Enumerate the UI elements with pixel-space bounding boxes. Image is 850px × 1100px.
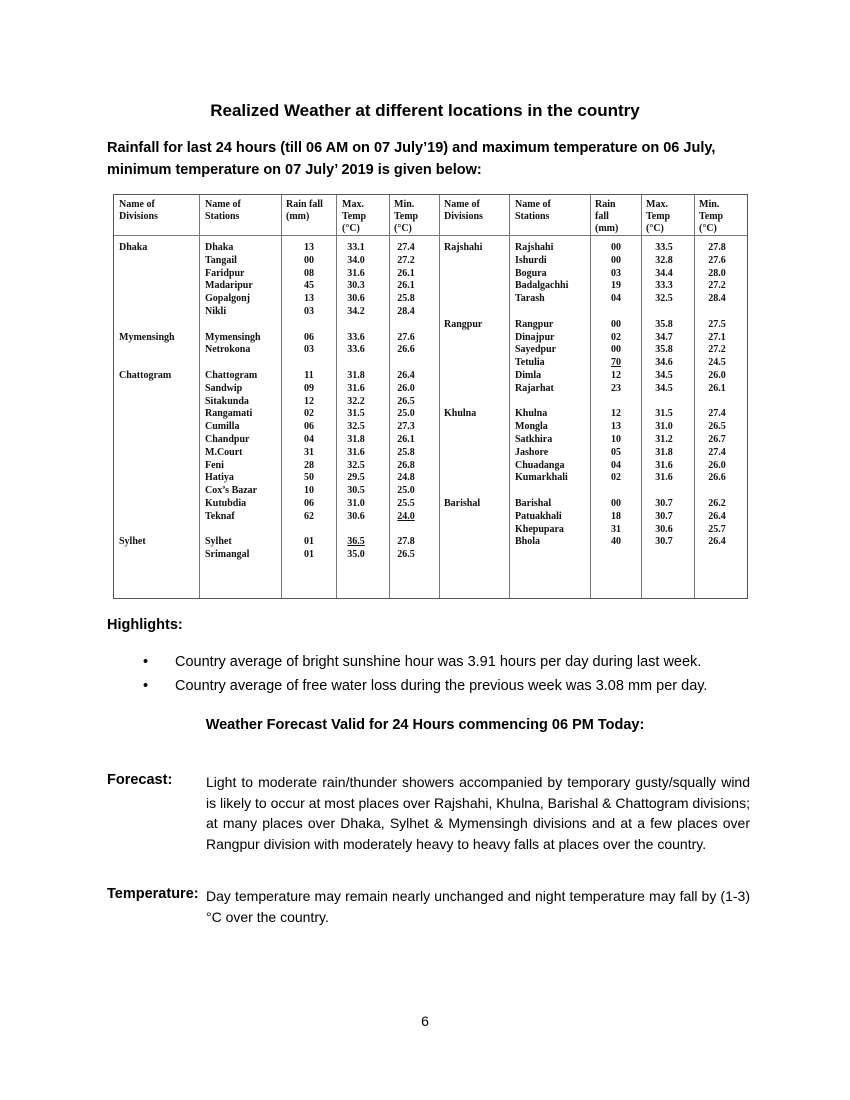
- table-cell-min: 26.1: [397, 434, 415, 445]
- table-cell-rain: 45: [304, 280, 314, 292]
- table-cell-rain: 03: [304, 344, 314, 356]
- table-cell-station: Srimangal: [205, 549, 250, 561]
- table-cell-max: 30.5: [347, 485, 365, 497]
- column-divider: [199, 195, 200, 598]
- table-cell-rain: 28: [304, 459, 314, 471]
- temperature-text: Day temperature may remain nearly unchanged and night temperature may fall by (1-3)°C over the country.: [206, 888, 750, 925]
- table-cell-min: 26.1: [397, 267, 415, 279]
- table-cell-max: 31.2: [655, 434, 673, 445]
- table-cell-station: Cumilla: [205, 421, 240, 433]
- table-cell-min: 26.6: [708, 472, 726, 484]
- table-cell-min: 27.2: [397, 254, 415, 266]
- table-cell-station: Nikli: [205, 306, 227, 317]
- highlights-heading: Highlights:: [107, 617, 183, 633]
- table-cell-station: Chuadanga: [515, 459, 565, 471]
- highlight-text: Country average of bright sunshine hour was 3.91 hours per day during last week.: [175, 654, 702, 670]
- table-cell-min: 27.6: [708, 254, 726, 266]
- table-cell-max: 31.6: [347, 267, 365, 279]
- table-cell-rain: 70: [611, 357, 621, 369]
- table-cell-rain: 00: [304, 254, 314, 266]
- table-cell-rain: 01: [304, 536, 314, 548]
- table-cell-station: Chattogram: [205, 370, 258, 381]
- table-cell-rain: 23: [611, 382, 621, 394]
- column-divider: [281, 195, 282, 598]
- table-cell-station: Mymensingh: [205, 331, 261, 343]
- table-cell-max: 34.5: [655, 370, 673, 381]
- table-cell-max: 30.6: [655, 523, 673, 535]
- table-cell-station: Tetulia: [515, 357, 545, 369]
- table-cell-division: Dhaka: [119, 242, 148, 253]
- table-cell-max: 29.5: [347, 472, 365, 484]
- table-cell-rain: 10: [611, 434, 621, 445]
- table-cell-station: Dimla: [515, 370, 542, 381]
- bullet-icon: •: [143, 678, 149, 694]
- table-cell-division: Rajshahi: [444, 242, 483, 253]
- forecast-text: Light to moderate rain/thunder showers accompanied by temporary gusty/squally wind is likely to occur at most places over Rajshahi, Khulna, Barishal & Chattogram divisions; at many places over Dhaka, Sylhet & Mymensingh divisions and at a few places over Rangpur division with moderately heavy to heavy falls at places over the country.: [206, 774, 750, 852]
- table-cell-station: Kutubdia: [205, 498, 247, 509]
- table-cell-station: Feni: [205, 459, 224, 471]
- table-cell-max: 34.5: [655, 382, 673, 394]
- header-max-temp-left: Max. Temp (°C): [342, 199, 367, 234]
- table-cell-station: Sayedpur: [515, 344, 557, 356]
- table-cell-rain: 19: [611, 280, 621, 292]
- table-cell-rain: 10: [304, 485, 314, 497]
- table-cell-rain: 62: [304, 510, 314, 522]
- table-cell-station: Chandpur: [205, 434, 250, 445]
- table-cell-station: Badalgachhi: [515, 280, 569, 292]
- table-cell-min: 26.8: [397, 459, 415, 471]
- header-stations-left: Name of Stations: [205, 199, 241, 222]
- table-cell-rain: 04: [611, 459, 621, 471]
- table-cell-min: 26.0: [397, 382, 415, 394]
- table-cell-min: 27.5: [708, 318, 726, 330]
- table-cell-min: 24.8: [397, 472, 415, 484]
- header-divider: [114, 235, 747, 236]
- bullet-icon: •: [143, 654, 149, 670]
- table-cell-rain: 18: [611, 510, 621, 522]
- forecast-label: Forecast:: [107, 772, 173, 788]
- table-cell-rain: 50: [304, 472, 314, 484]
- table-cell-max: 35.8: [655, 318, 673, 330]
- table-cell-max: 30.3: [347, 280, 365, 292]
- table-cell-min: 27.8: [708, 242, 726, 253]
- table-cell-station: Faridpur: [205, 267, 245, 279]
- temperature-label: Temperature:: [107, 886, 199, 902]
- table-cell-division: Rangpur: [444, 318, 483, 330]
- table-cell-rain: 11: [304, 370, 314, 381]
- table-cell-max: 30.6: [347, 293, 365, 305]
- list-item: [143, 650, 707, 674]
- table-cell-station: Bogura: [515, 267, 547, 279]
- header-rainfall-right: Rain fall (mm): [595, 199, 619, 234]
- table-cell-min: 25.7: [708, 523, 726, 535]
- table-cell-max: 34.2: [347, 306, 365, 317]
- table-cell-min: 25.0: [397, 408, 415, 420]
- column-divider: [641, 195, 642, 598]
- table-cell-min: 28.4: [708, 293, 726, 305]
- table-cell-max: 31.6: [655, 459, 673, 471]
- table-cell-min: 25.0: [397, 485, 415, 497]
- table-cell-rain: 12: [611, 408, 621, 420]
- table-cell-station: Madaripur: [205, 280, 253, 292]
- table-cell-max: 31.6: [347, 382, 365, 394]
- table-cell-max: 31.0: [347, 498, 365, 509]
- table-cell-min: 26.5: [397, 549, 415, 561]
- table-cell-max: 31.0: [655, 421, 673, 433]
- table-cell-station: Dhaka: [205, 242, 234, 253]
- table-cell-station: Cox’s Bazar: [205, 485, 258, 497]
- table-cell-station: Khulna: [515, 408, 548, 420]
- table-cell-rain: 06: [304, 498, 314, 509]
- page-title: Realized Weather at different locations in the country: [210, 101, 640, 120]
- table-cell-rain: 13: [611, 421, 621, 433]
- table-cell-min: 27.8: [397, 536, 415, 548]
- table-cell-rain: 09: [304, 382, 314, 394]
- table-cell-station: Sylhet: [205, 536, 232, 548]
- table-cell-min: 25.5: [397, 498, 415, 509]
- header-stations-right: Name of Stations: [515, 199, 551, 222]
- table-cell-rain: 13: [304, 293, 314, 305]
- table-cell-min: 26.0: [708, 370, 726, 381]
- table-cell-min: 26.1: [708, 382, 726, 394]
- table-cell-max: 33.5: [655, 242, 673, 253]
- table-cell-rain: 40: [611, 536, 621, 548]
- table-cell-max: 32.2: [347, 395, 365, 407]
- table-cell-min: 25.8: [397, 293, 415, 305]
- table-cell-rain: 02: [304, 408, 314, 420]
- table-cell-station: Tarash: [515, 293, 545, 305]
- header-min-temp-left: Min. Temp (°C): [394, 199, 419, 234]
- table-cell-max: 32.5: [347, 459, 365, 471]
- table-caption: Rainfall for last 24 hours (till 06 AM on 07 July’19) and maximum temperature on 06 July, minimum temperature on 07 July’ 2019 is given below:: [107, 140, 716, 178]
- table-cell-station: Dinajpur: [515, 331, 555, 343]
- table-cell-station: Mongla: [515, 421, 548, 433]
- table-cell-station: Barishal: [515, 498, 552, 509]
- table-cell-max: 30.6: [347, 510, 365, 522]
- table-cell-rain: 01: [304, 549, 314, 561]
- page-number: 6: [421, 1013, 429, 1029]
- column-divider: [590, 195, 591, 598]
- header-divisions-left: Name of Divisions: [119, 199, 158, 222]
- table-cell-min: 26.2: [708, 498, 726, 509]
- table-cell-min: 26.4: [397, 370, 415, 381]
- table-cell-rain: 03: [304, 306, 314, 317]
- table-cell-station: Netrokona: [205, 344, 251, 356]
- table-cell-max: 31.8: [347, 434, 365, 445]
- table-cell-max: 33.6: [347, 344, 365, 356]
- table-cell-rain: 31: [611, 523, 621, 535]
- table-cell-max: 34.4: [655, 267, 673, 279]
- table-cell-max: 34.6: [655, 357, 673, 369]
- table-cell-min: 28.4: [397, 306, 415, 317]
- table-cell-station: Teknaf: [205, 510, 235, 522]
- column-divider: [439, 195, 440, 598]
- table-cell-division: Barishal: [444, 498, 481, 509]
- table-cell-max: 34.7: [655, 331, 673, 343]
- table-cell-max: 34.0: [347, 254, 365, 266]
- table-cell-max: 32.5: [347, 421, 365, 433]
- header-divisions-right: Name of Divisions: [444, 199, 483, 222]
- table-cell-rain: 04: [611, 293, 621, 305]
- list-item: [143, 674, 707, 698]
- table-cell-rain: 02: [611, 331, 621, 343]
- highlights-list: [143, 650, 707, 698]
- table-cell-min: 26.0: [708, 459, 726, 471]
- table-cell-max: 33.6: [347, 331, 365, 343]
- table-cell-station: Rajarhat: [515, 382, 554, 394]
- table-cell-max: 31.5: [655, 408, 673, 420]
- table-cell-max: 31.6: [655, 472, 673, 484]
- table-cell-min: 27.4: [708, 446, 726, 458]
- table-cell-station: Kumarkhali: [515, 472, 568, 484]
- table-cell-min: 26.6: [397, 344, 415, 356]
- table-cell-min: 27.6: [397, 331, 415, 343]
- header-rainfall-left: Rain fall (mm): [286, 199, 323, 222]
- table-cell-min: 28.0: [708, 267, 726, 279]
- forecast-heading: Weather Forecast Valid for 24 Hours commencing 06 PM Today:: [205, 717, 645, 733]
- table-cell-station: Satkhira: [515, 434, 553, 445]
- table-cell-max: 31.8: [347, 370, 365, 381]
- table-cell-max: 31.5: [347, 408, 365, 420]
- table-cell-max: 33.1: [347, 242, 365, 253]
- header-max-temp-right: Max. Temp (°C): [646, 199, 671, 234]
- table-cell-rain: 06: [304, 421, 314, 433]
- table-cell-station: Ishurdi: [515, 254, 547, 266]
- table-cell-min: 26.5: [397, 395, 415, 407]
- table-cell-station: Sitakunda: [205, 395, 249, 407]
- table-cell-rain: 00: [611, 242, 621, 253]
- table-cell-min: 27.4: [397, 242, 415, 253]
- table-cell-min: 26.4: [708, 510, 726, 522]
- table-cell-min: 24.5: [708, 357, 726, 369]
- table-cell-rain: 00: [611, 254, 621, 266]
- table-cell-min: 27.4: [708, 408, 726, 420]
- table-cell-rain: 00: [611, 498, 621, 509]
- table-cell-min: 27.3: [397, 421, 415, 433]
- table-cell-division: Mymensingh: [119, 331, 175, 343]
- table-cell-station: Gopalgonj: [205, 293, 251, 305]
- table-cell-rain: 03: [611, 267, 621, 279]
- table-cell-station: Tangail: [205, 254, 237, 266]
- table-cell-min: 24.0: [397, 510, 415, 522]
- table-cell-max: 30.7: [655, 510, 673, 522]
- column-divider: [509, 195, 510, 598]
- table-cell-rain: 00: [611, 344, 621, 356]
- table-cell-station: Hatiya: [205, 472, 234, 484]
- table-cell-max: 35.8: [655, 344, 673, 356]
- table-cell-division: Sylhet: [119, 536, 146, 548]
- table-cell-rain: 12: [611, 370, 621, 381]
- table-cell-min: 25.8: [397, 446, 415, 458]
- table-cell-station: M.Court: [205, 446, 243, 458]
- table-cell-max: 35.0: [347, 549, 365, 561]
- table-cell-max: 32.8: [655, 254, 673, 266]
- table-cell-station: Rangpur: [515, 318, 554, 330]
- table-cell-station: Rajshahi: [515, 242, 554, 253]
- table-cell-rain: 31: [304, 446, 314, 458]
- table-cell-division: Chattogram: [119, 370, 172, 381]
- table-cell-rain: 06: [304, 331, 314, 343]
- table-cell-rain: 13: [304, 242, 314, 253]
- table-cell-max: 30.7: [655, 498, 673, 509]
- table-cell-min: 26.5: [708, 421, 726, 433]
- table-cell-max: 30.7: [655, 536, 673, 548]
- table-cell-max: 32.5: [655, 293, 673, 305]
- table-cell-rain: 12: [304, 395, 314, 407]
- table-cell-max: 31.6: [347, 446, 365, 458]
- table-cell-station: Jashore: [515, 446, 549, 458]
- table-cell-rain: 00: [611, 318, 621, 330]
- table-cell-max: 36.5: [347, 536, 365, 548]
- table-cell-min: 27.2: [708, 344, 726, 356]
- table-cell-station: Patuakhali: [515, 510, 562, 522]
- table-cell-max: 31.8: [655, 446, 673, 458]
- table-cell-station: Khepupara: [515, 523, 564, 535]
- highlight-text: Country average of free water loss during the previous week was 3.08 mm per day.: [175, 678, 708, 694]
- table-cell-min: 26.4: [708, 536, 726, 548]
- table-cell-station: Sandwip: [205, 382, 243, 394]
- table-cell-min: 27.1: [708, 331, 726, 343]
- table-cell-station: Bhola: [515, 536, 541, 548]
- table-cell-rain: 04: [304, 434, 314, 445]
- table-cell-min: 26.7: [708, 434, 726, 445]
- table-cell-station: Rangamati: [205, 408, 253, 420]
- table-cell-max: 33.3: [655, 280, 673, 292]
- header-min-temp-right: Min. Temp (°C): [699, 199, 724, 234]
- table-cell-min: 26.1: [397, 280, 415, 292]
- table-cell-division: Khulna: [444, 408, 477, 420]
- weather-table: [113, 194, 748, 599]
- table-cell-rain: 08: [304, 267, 314, 279]
- column-divider: [694, 195, 695, 598]
- table-cell-min: 27.2: [708, 280, 726, 292]
- table-cell-rain: 02: [611, 472, 621, 484]
- table-cell-rain: 05: [611, 446, 621, 458]
